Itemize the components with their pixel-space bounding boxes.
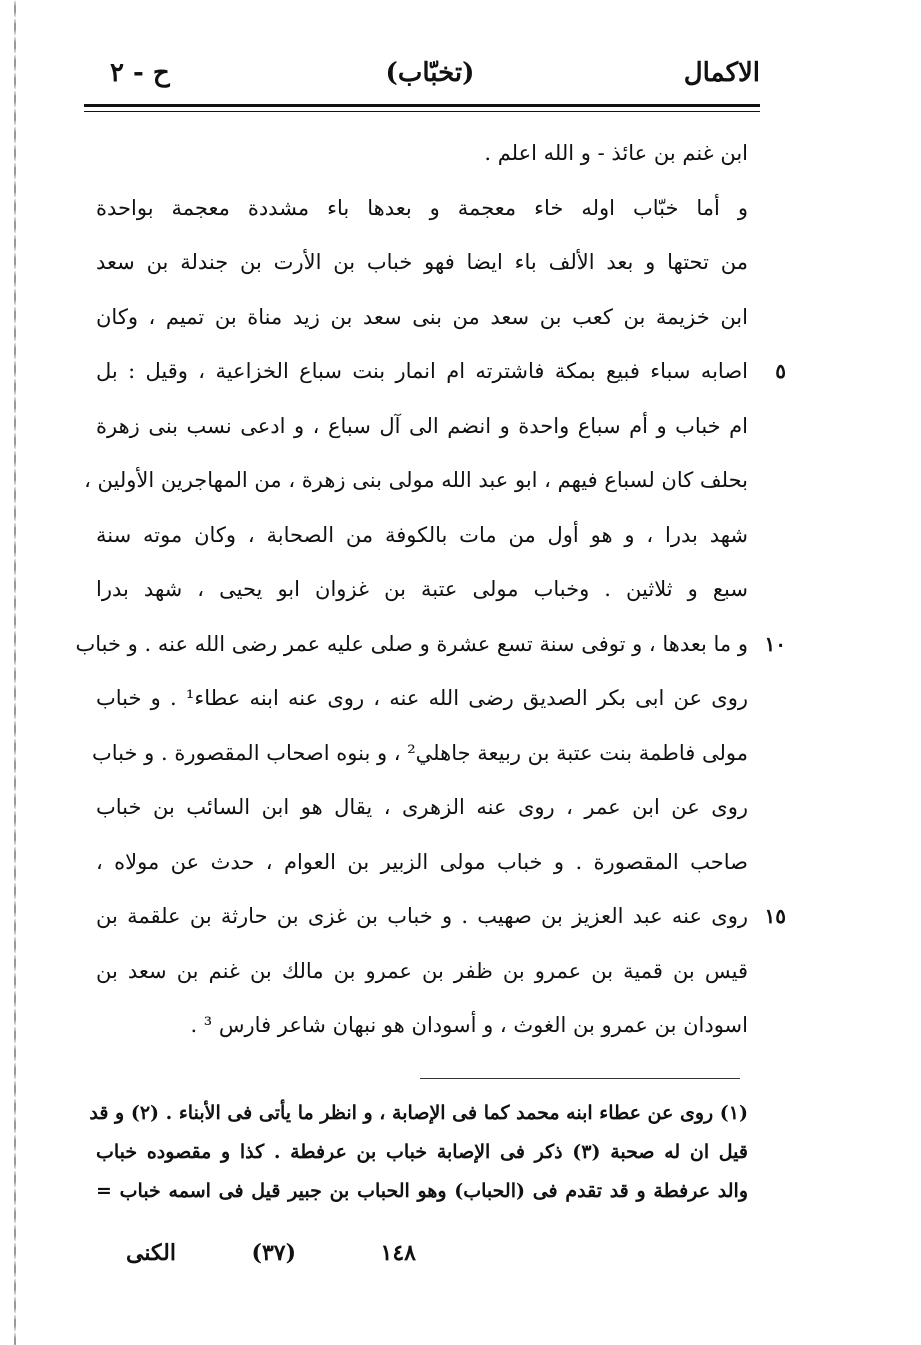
text-line xyxy=(96,998,748,1053)
text-line xyxy=(96,344,786,399)
footnote-line-content: (١) روى عن عطاء ابنه محمد كما فى الإصابة ، و انظر ما يأتى فى الأبناء . (٢) و قد xyxy=(89,1102,748,1124)
text-line-content: صاحب المقصورة . و خباب مولى الزبير بن العوام ، حدث عن مولاه ، xyxy=(96,849,748,874)
main-text xyxy=(75,126,786,1053)
signature-label: الكنى xyxy=(126,1240,176,1266)
text-line-content: شهد بدرا ، و هو أول من مات بالكوفة من الصحابة ، وكان موته سنة xyxy=(96,522,748,547)
text-line-content: و ما بعدها ، و توفى سنة تسع عشرة و صلى عليه عمر رضى الله عنه . و خباب xyxy=(75,631,748,656)
line-number: ١٠ xyxy=(764,631,786,656)
text-line xyxy=(96,562,748,617)
section-title: (تخبّاب) xyxy=(385,58,475,88)
text-line-content: ابن خزيمة بن كعب بن سعد من بنى سعد بن زيد مناة بن تميم ، وكان xyxy=(96,304,748,329)
text-line xyxy=(75,617,786,672)
text-line xyxy=(96,944,748,999)
text-line-content: مولى فاطمة بنت عتبة بن ربيعة جاهلي² ، و بنوه اصحاب المقصورة . و خباب xyxy=(92,740,748,765)
text-line-content: ام خباب و أم سباع واحدة و انضم الى آل سباع ، و ادعى نسب بنى زهرة xyxy=(96,413,748,438)
text-line-content: سبع و ثلاثين . وخباب مولى عتبة بن غزوان ابو يحيى ، شهد بدرا xyxy=(96,577,748,601)
text-line-content: روى عنه عبد العزيز بن صهيب . و خباب بن غزى بن حارثة بن علقمة بن xyxy=(96,904,748,928)
text-line xyxy=(84,453,748,508)
page-footer xyxy=(96,1240,696,1280)
text-line xyxy=(96,290,748,345)
line-number: ١٥ xyxy=(764,904,786,928)
text-line xyxy=(96,235,748,290)
text-line xyxy=(96,889,786,944)
page-edge-perforation xyxy=(14,0,16,1345)
header-rule-thick xyxy=(84,104,760,107)
header-rule-thin xyxy=(84,111,760,112)
volume-marker: ح - ٢ xyxy=(110,58,170,88)
text-line xyxy=(96,126,748,181)
text-line-content: روى عن ابن عمر ، روى عنه الزهرى ، يقال هو ابن السائب بن خباب xyxy=(96,795,748,819)
footnote-line xyxy=(96,1172,748,1211)
text-line-content: قيس بن قمية بن عمرو بن ظفر بن عمرو بن مالك بن غنم بن سعد بن xyxy=(96,958,748,983)
text-line xyxy=(96,508,748,563)
text-line-content: ابن غنم بن عائذ - و الله اعلم . xyxy=(484,141,748,165)
text-line-content: اصابه سباء فبيع بمكة فاشترته ام انمار بنت سباع الخزاعية ، وقيل : بل xyxy=(96,359,748,383)
book-title: الاكمال xyxy=(683,58,760,88)
footnote-line-content: والد عرفطة و قد تقدم فى (الحباب) وهو الحباب بن جبير قيل فى اسمه خباب = xyxy=(96,1180,748,1202)
footnote-line xyxy=(96,1133,748,1172)
text-line-content: من تحتها و بعد الألف باء ايضا فهو خباب بن الأرت بن جندلة بن سعد xyxy=(96,250,748,274)
line-number: ٥ xyxy=(775,359,786,383)
text-line-content: و أما خبّاب اوله خاء معجمة و بعدها باء مشددة معجمة بواحدة xyxy=(96,195,748,220)
footnote-separator xyxy=(420,1078,740,1079)
text-line-content: روى عن ابى بكر الصديق رضى الله عنه ، روى عنه ابنه عطاء¹ . و خباب xyxy=(96,686,748,710)
page-number: ١٤٨ xyxy=(380,1240,416,1266)
running-header xyxy=(100,52,760,98)
signature-number: (٣٧) xyxy=(251,1240,296,1266)
footnote-line xyxy=(89,1094,748,1133)
text-line xyxy=(92,726,748,781)
text-line xyxy=(96,780,748,835)
text-line xyxy=(96,399,748,454)
text-line xyxy=(96,181,748,236)
text-line xyxy=(96,671,748,726)
footnote-line-content: قيل ان له صحبة (٣) ذكر فى الإصابة خباب بن عرفطة . كذا و مقصوده خباب xyxy=(96,1141,748,1163)
text-line-content: اسودان بن عمرو بن الغوث ، و أسودان هو نبهان شاعر فارس ³ . xyxy=(190,1013,748,1037)
text-line xyxy=(96,835,748,890)
footnotes xyxy=(89,1094,748,1211)
text-line-content: بحلف كان لسباع فيهم ، ابو عبد الله مولى بنى زهرة ، من المهاجرين الأولين ، xyxy=(84,468,748,492)
